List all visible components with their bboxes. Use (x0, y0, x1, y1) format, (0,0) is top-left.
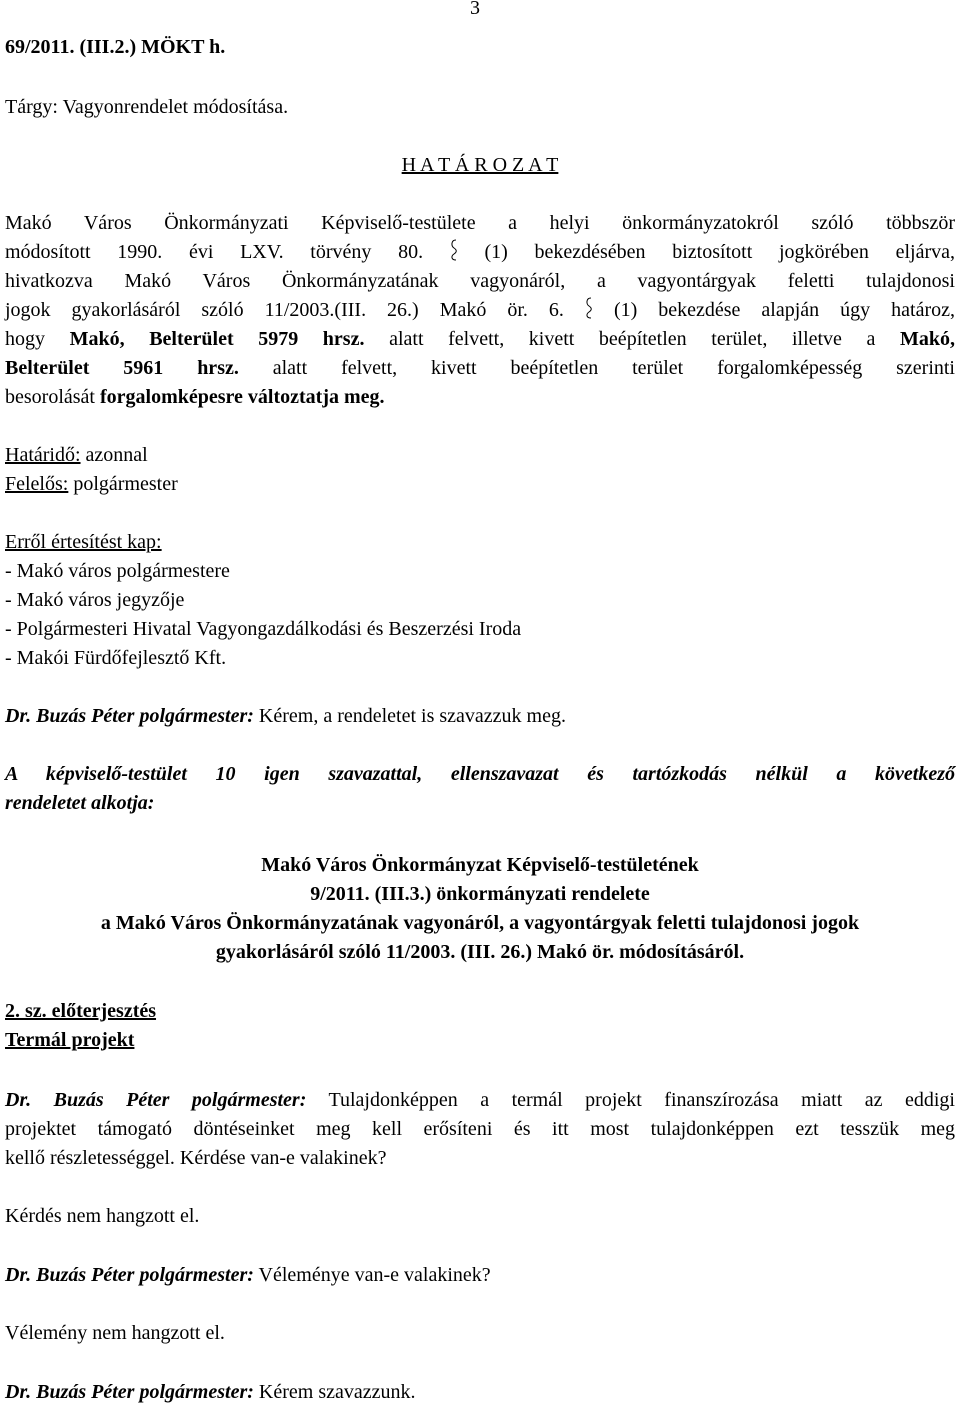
resolution-text-line: jogok gyakorlásáról szóló 11/2003.(III. 26.) Makó ör. 6. (1) bekezdése alapján úgy határoz, (5, 296, 955, 325)
resolution-text-line: hogy Makó, Belterület 5979 hrsz. alatt felvett, kivett beépítetlen terület, illetve a Makó, (5, 328, 956, 350)
speech-line: Dr. Buzás Péter polgármester: Kérem szavazzunk. (5, 1381, 416, 1403)
resolution-text-line: hivatkozva Makó Város Önkormányzatának vagyonáról, a vagyontárgyak feletti tulajdonosi (5, 270, 955, 292)
speech-line: projektet támogató döntéseinket meg kell erősíteni és itt most tulajdonképpen ezt tesszük meg (5, 1118, 955, 1140)
deadline-line: Határidő: azonnal (5, 444, 148, 466)
notify-list-item: - Makó város jegyzője (5, 589, 185, 611)
agenda-number: 2. sz. előterjesztés (5, 1000, 157, 1022)
notify-list-item: - Polgármesteri Hivatal Vagyongazdálkodási és Beszerzési Iroda (5, 618, 522, 640)
resolution-title: H A T Á R O Z A T (401, 154, 559, 176)
resolution-reference: 69/2011. (III.2.) MÖKT h. (5, 36, 226, 58)
speech-line: Dr. Buzás Péter polgármester: Véleménye van-e valakinek? (5, 1264, 491, 1286)
decree-number: 9/2011. (III.3.) önkormányzati rendelete (310, 883, 650, 905)
decree-title: gyakorlásáról szóló 11/2003. (III. 26.) Makó ör. módosításáról. (215, 941, 745, 963)
agenda-title: Termál projekt (5, 1029, 135, 1051)
decree-heading: Makó Város Önkormányzat Képviselő-testületének (261, 854, 699, 876)
vote-result-line: rendeletet alkotja: (5, 792, 155, 814)
resolution-text-line: Belterület 5961 hrsz. alatt felvett, kivett beépítetlen terület forgalomképesség szerinti (5, 357, 955, 379)
speech-line: Dr. Buzás Péter polgármester: Kérem, a rendeletet is szavazzuk meg. (5, 705, 566, 727)
page-number: 3 (470, 0, 480, 19)
vote-result-line: A képviselő-testület 10 igen szavazattal, ellenszavazat és tartózkodás nélkül a következő (5, 763, 955, 785)
decree-title: a Makó Város Önkormányzatának vagyonáról, a vagyontárgyak feletti tulajdonosi jogok (100, 912, 860, 934)
speaker-name: Dr. Buzás Péter polgármester: (5, 1264, 254, 1286)
no-question-note: Kérdés nem hangzott el. (5, 1205, 200, 1227)
notify-list-item: - Makó város polgármestere (5, 560, 230, 582)
responsible-line: Felelős: polgármester (5, 473, 178, 495)
no-opinion-note: Vélemény nem hangzott el. (5, 1322, 225, 1344)
subject-line: Tárgy: Vagyonrendelet módosítása. (5, 96, 289, 118)
section-sign-icon (450, 238, 458, 262)
notify-list-item: - Makói Fürdőfejlesztő Kft. (5, 647, 227, 669)
section-sign-icon (585, 296, 593, 320)
resolution-text-line: Makó Város Önkormányzati Képviselő-testülete a helyi önkormányzatokról szóló többször (5, 212, 955, 234)
speech-line: kellő részletességgel. Kérdése van-e valakinek? (5, 1147, 387, 1169)
speaker-name: Dr. Buzás Péter polgármester: (5, 705, 254, 727)
notify-heading: Erről értesítést kap: (5, 531, 162, 553)
speech-line: Dr. Buzás Péter polgármester: Tulajdonképpen a termál projekt finanszírozása miatt az eddigi (5, 1089, 955, 1111)
resolution-text-line: besorolását forgalomképesre változtatja meg. (5, 386, 385, 408)
resolution-text-line: módosított 1990. évi LXV. törvény 80. (1) bekezdésében biztosított jogkörében eljárva, (5, 238, 955, 267)
speaker-name: Dr. Buzás Péter polgármester: (5, 1381, 254, 1403)
speaker-name: Dr. Buzás Péter polgármester: (5, 1089, 307, 1111)
